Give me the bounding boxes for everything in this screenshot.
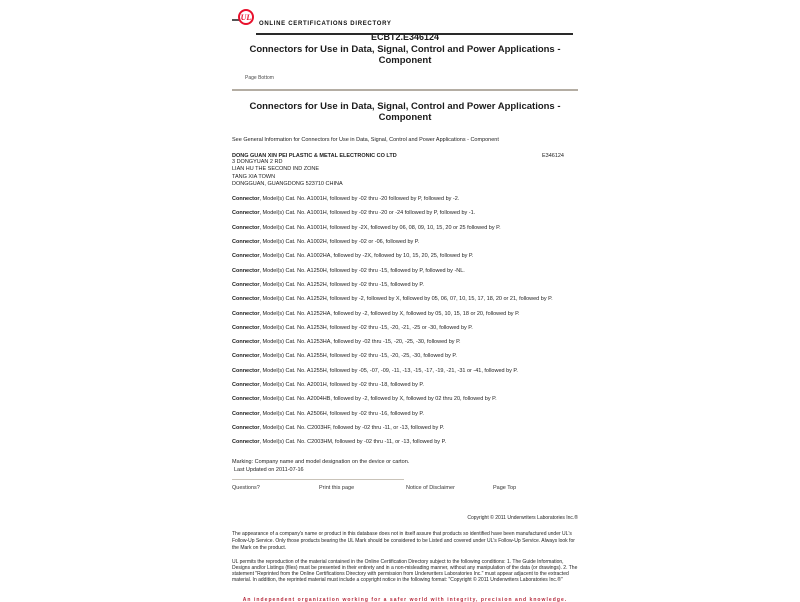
page-bottom-link[interactable]: Page Bottom <box>245 75 274 81</box>
disclaimer-link[interactable]: Notice of Disclaimer <box>406 484 455 491</box>
listing-row <box>232 353 578 359</box>
listing-text: , Model(s) Cat. No. A2004HB, followed by -2, followed by X, followed by 02 thru 20, followed by P. <box>259 396 497 403</box>
listing-term: Connector <box>232 410 260 417</box>
listing-row <box>232 196 578 202</box>
ul-tagline: An independent organization working for a safer world with integrity, precision and knowledge. <box>242 597 568 602</box>
listing-row <box>232 225 578 231</box>
listing-text: , Model(s) Cat. No. A2506H, followed by -02 thru -16, followed by P. <box>259 410 424 417</box>
listing-text: , Model(s) Cat. No. A1253H, followed by -02 thru -15, -20, -21, -25 or -30, followed by P. <box>259 324 473 331</box>
footer-divider <box>232 479 404 480</box>
listing-term: Connector <box>232 196 260 203</box>
listing-term: Connector <box>232 353 260 360</box>
listing-row <box>232 296 578 302</box>
listing-term: Connector <box>232 339 260 346</box>
listing-term: Connector <box>232 396 260 403</box>
page-top-link[interactable]: Page Top <box>493 484 517 491</box>
last-updated: Last Updated on 2011-07-16 <box>234 466 304 473</box>
file-code: ECBT2.E346124 <box>370 32 440 42</box>
general-information-link[interactable]: See General Information for Connectors for Use in Data, Signal, Control and Power Applications - Component <box>232 137 499 143</box>
listing-text: , Model(s) Cat. No. A1001H, followed by -02 thru -20 or -24 followed by P, followed by -1. <box>259 210 476 217</box>
footer-links <box>232 485 578 491</box>
listing-row <box>232 396 578 402</box>
listing-text: , Model(s) Cat. No. A1253HA, followed by -02 thru -15, -20, -25, -30, followed by P. <box>259 339 461 346</box>
listing-term: Connector <box>232 281 260 288</box>
listing-row <box>232 311 578 317</box>
listing-term: Connector <box>232 382 260 389</box>
listing-term: Connector <box>232 253 260 260</box>
listing-row <box>232 425 578 431</box>
listing-row <box>232 253 578 259</box>
legal-paragraph-1: The appearance of a company's name or product in this database does not in itself assure that products so identified have been manufactured under UL's Follow-Up Service. Only those products bearing the UL Mark should be considered to be Listed and covered under UL's Follow-Up Service. Always look for the Mark on the product. <box>232 530 575 551</box>
section-heading: Connectors for Use in Data, Signal, Control and Power Applications - Component <box>249 101 561 123</box>
listing-text: , Model(s) Cat. No. A1002HA, followed by -2X, followed by 10, 15, 20, 25, followed by P. <box>259 253 474 260</box>
listing-row <box>232 282 578 288</box>
company-name: DONG GUAN XIN PEI PLASTIC & METAL ELECTRONIC CO LTD <box>232 153 397 159</box>
listing-text: , Model(s) Cat. No. A1001H, followed by -02 thru -20 followed by P, followed by -2. <box>259 196 460 203</box>
listing-text: , Model(s) Cat. No. A1001H, followed by -2X, followed by 06, 08, 09, 10, 15, 20 or 25 followed by P. <box>259 224 501 231</box>
copyright-line: Copyright © 2011 Underwriters Laboratories Inc.® <box>467 514 578 521</box>
listing-row <box>232 339 578 345</box>
listing-text: , Model(s) Cat. No. A1255H, followed by -02 thru -15, -20, -25, -30, followed by P. <box>259 353 457 360</box>
listing-text: , Model(s) Cat. No. A1252H, followed by -2, followed by X, followed by 05, 06, 07, 10, 15, 17, 18, 20 or 21, followed by P. <box>259 296 553 303</box>
listing-row <box>232 239 578 245</box>
listing-row <box>232 382 578 388</box>
legal-paragraph-2: UL permits the reproduction of the material contained in the Online Certification Directory subject to the following conditions: 1. The Guide Information, Designs and/or Listings (files) must be presented in their entirety and in a non-misleading manner, without any manipulation of the data (or drawings). 2. The statement "Reprinted from the Online Certifications Directory with permission from Underwriters Laboratories Inc." must appear adjacent to the extracted material. In addition, the reprinted material must include a copyright notice in the following format: "Copyright © 2011 Underwriters Laboratories Inc.®" <box>232 558 578 584</box>
listing-row <box>232 268 578 274</box>
listing-row <box>232 210 578 216</box>
listing-term: Connector <box>232 424 260 431</box>
listing-text: , Model(s) Cat. No. A2001H, followed by -02 thru -18, followed by P. <box>259 382 424 389</box>
listing-row <box>232 325 578 331</box>
listing-term: Connector <box>232 367 260 374</box>
address-line: DONGGUAN, GUANGDONG 523710 CHINA <box>232 180 343 187</box>
listing-term: Connector <box>232 310 260 317</box>
listing-term: Connector <box>232 439 260 446</box>
listing-row <box>232 368 578 374</box>
header-divider <box>232 89 578 91</box>
listing-term: Connector <box>232 224 260 231</box>
address-line: 3 DONGYUAN 2 RD <box>232 159 283 165</box>
listing-term: Connector <box>232 239 260 246</box>
listing-term: Connector <box>232 296 260 303</box>
listing-text: , Model(s) Cat. No. C2003HM, followed by -02 thru -11, or -13, followed by P. <box>259 439 447 446</box>
listing-row <box>232 439 578 445</box>
print-page-link[interactable]: Print this page <box>319 484 355 491</box>
listing-row <box>232 411 578 417</box>
listing-text: , Model(s) Cat. No. C2003HF, followed by -02 thru -11, or -13, followed by P. <box>259 424 445 431</box>
listing-text: , Model(s) Cat. No. A1250H, followed by -02 thru -15, followed by P, followed by -NL. <box>259 267 465 274</box>
marking-note: Marking: Company name and model designation on the device or carton. <box>232 458 410 465</box>
file-number: E346124 <box>541 153 564 159</box>
listing-term: Connector <box>232 210 260 217</box>
masthead-title-rule <box>256 12 573 35</box>
page <box>232 0 578 602</box>
address-line: LIAN HU THE SECOND IND ZONE <box>232 166 319 173</box>
listing-text: , Model(s) Cat. No. A1002H, followed by -02 or -06, followed by P. <box>259 239 420 246</box>
listing-text: , Model(s) Cat. No. A1252H, followed by -02 thru -15, followed by P. <box>259 281 424 288</box>
questions-link[interactable]: Questions? <box>232 484 260 491</box>
listing-text: , Model(s) Cat. No. A1252HA, followed by -2, followed by X, followed by 05, 10, 15, 18 or 20, followed by P. <box>259 310 520 317</box>
listing-text: , Model(s) Cat. No. A1255H, followed by -05, -07, -09, -11, -13, -15, -17, -19, -21, -31 or -41, followed by P. <box>259 367 518 374</box>
address-line: TANG XIA TOWN <box>232 173 276 180</box>
directory-title: ONLINE CERTIFICATIONS DIRECTORY <box>259 21 392 27</box>
listing-term: Connector <box>232 267 260 274</box>
masthead <box>232 5 578 29</box>
page-title: Connectors for Use in Data, Signal, Control and Power Applications - Component <box>249 44 561 66</box>
listing-term: Connector <box>232 324 260 331</box>
ul-logo-icon: UL <box>238 9 254 25</box>
